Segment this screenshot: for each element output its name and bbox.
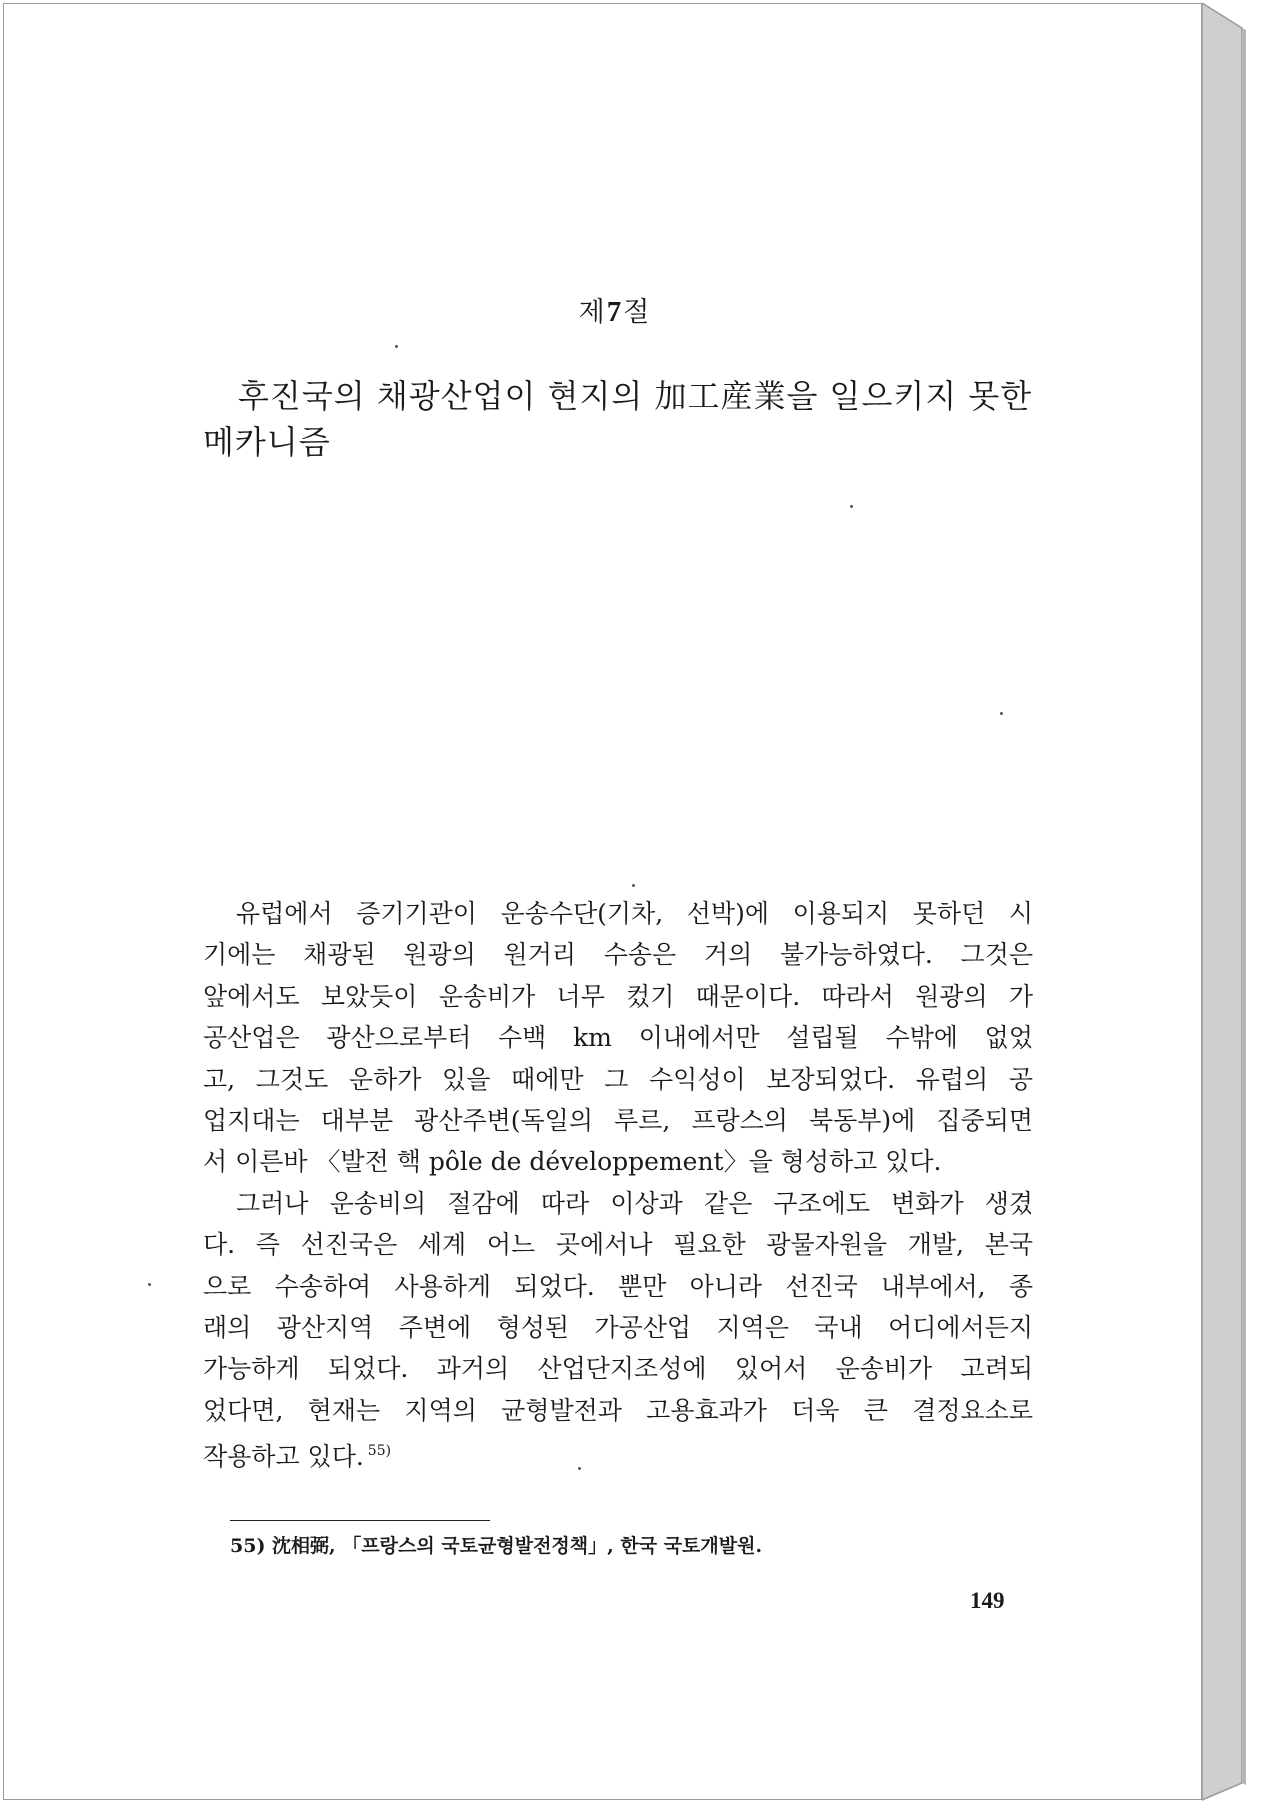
scan-speck [578, 1467, 581, 1470]
scan-speck [395, 345, 398, 348]
paragraph-1 [203, 893, 1033, 1183]
text-line: 업지대는 대부분 광산주변(독일의 루르, 프랑스의 북동부)에 집중되면 [203, 1106, 1033, 1136]
chapter-title-line-1: 후진국의 채광산업이 현지의 加工産業을 일으키지 못한 [238, 377, 1033, 415]
paragraph-2 [203, 1183, 1033, 1478]
scan-speck [1000, 712, 1003, 715]
section-heading [0, 290, 1230, 329]
section-suffix: 절 [623, 297, 652, 328]
footnote-reference: 55) [367, 1443, 392, 1460]
page-number: 149 [970, 1588, 1005, 1613]
footnote-divider [230, 1520, 490, 1521]
text-line-content: 작용하고 있다. [203, 1442, 364, 1472]
chapter-title [203, 373, 1033, 465]
text-line: 가능하게 되었다. 과거의 산업단지조성에 있어서 운송비가 고려되 [203, 1354, 1033, 1384]
text-line: 었다면, 현재는 지역의 균형발전과 고용효과가 더욱 큰 결정요소로 [203, 1395, 1033, 1425]
text-line: 래의 광산지역 주변에 형성된 가공산업 지역은 국내 어디에서든지 [203, 1313, 1033, 1343]
text-line: 유럽에서 증기기관이 운송수단(기차, 선박)에 이용되지 못하던 시 [236, 899, 1033, 928]
section-prefix: 제 [578, 297, 607, 328]
text-line: 고, 그것도 운하가 있을 때에만 그 수익성이 보장되었다. 유럽의 공 [203, 1064, 1033, 1094]
text-line: 그러나 운송비의 절감에 따라 이상과 같은 구조에도 변화가 생겼 [236, 1188, 1033, 1218]
footnote: 55) 沈相弼, 「프랑스의 국토균형발전정책」, 한국 국토개발원. [230, 1535, 763, 1557]
text-line: 다. 즉 선진국은 세계 어느 곳에서나 필요한 광물자원을 개발, 본국 [203, 1230, 1033, 1260]
text-line-last [203, 1431, 1033, 1477]
chapter-title-line-2: 메카니즘 [203, 423, 331, 461]
page-side-panel [1202, 3, 1276, 1803]
scan-speck [850, 505, 853, 508]
scan-speck [632, 884, 635, 887]
text-line: 서 이른바 〈발전 핵 pôle de développement〉을 형성하고 있다. [203, 1147, 942, 1177]
text-line: 앞에서도 보았듯이 운송비가 너무 컸기 때문이다. 따라서 원광의 가 [203, 981, 1033, 1011]
text-line: 공산업은 광산으로부터 수백 km 이내에서만 설립될 수밖에 없었 [203, 1023, 1033, 1053]
body-text [203, 893, 1033, 1478]
scan-speck [148, 1283, 151, 1286]
text-line: 기에는 채광된 원광의 원거리 수송은 거의 불가능하였다. 그것은 [203, 940, 1033, 970]
text-line: 으로 수송하여 사용하게 되었다. 뿐만 아니라 선진국 내부에서, 종 [203, 1271, 1033, 1301]
section-number: 7 [606, 296, 624, 328]
